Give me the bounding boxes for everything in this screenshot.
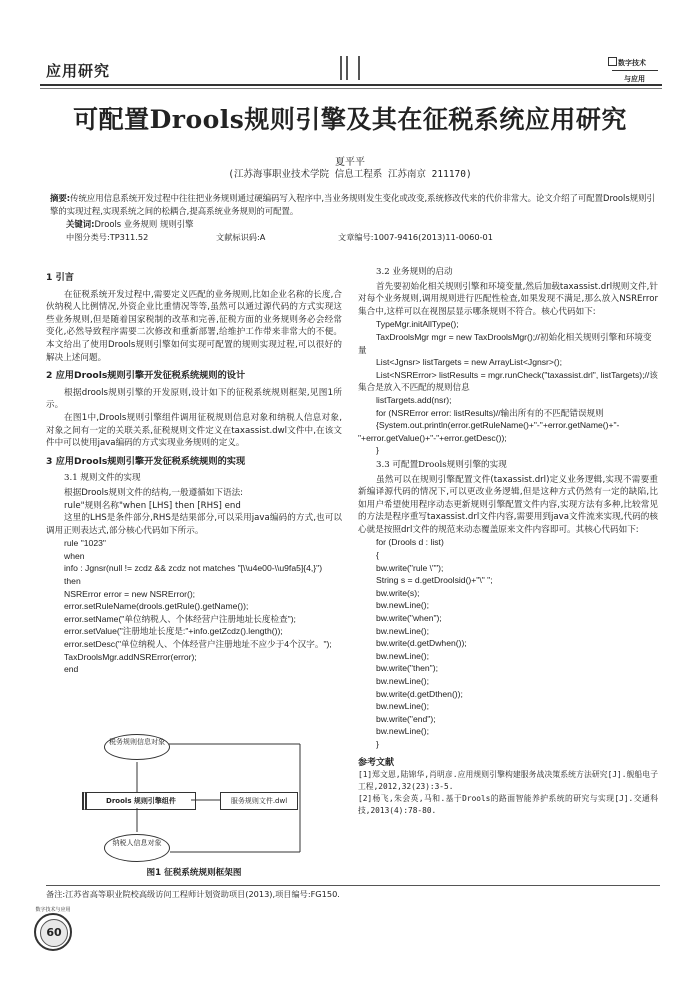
clc-number: 中图分类号:TP311.52: [66, 232, 149, 242]
code-line: end: [64, 664, 79, 675]
article-number: 文章编号:1007-9416(2013)11-0060-01: [338, 232, 493, 242]
badge-ring-text: 数字技术与应用: [35, 907, 71, 913]
code-line: TaxDroolsMgr.addNSRError(error);: [64, 651, 197, 662]
figure-caption: 图1 征税系统规则框架图: [146, 868, 242, 878]
code-line: bw.write(s);: [376, 587, 420, 598]
header-rule-thin: [40, 88, 662, 89]
paragraph: 根据drools规则引擎的开发原则,设计如下的征税系统规则框架,见图1所示。: [46, 387, 342, 411]
section-heading-1: 1 引言: [46, 272, 74, 283]
code-line: bw.newLine();: [376, 676, 430, 686]
keywords-label: 关键词:: [66, 219, 95, 229]
code-line: error.setValue("注册地址长度是:"+info.getZcdz().length());: [64, 626, 283, 637]
code-line: bw.newLine();: [376, 600, 430, 611]
code-line: bw.newLine();: [376, 650, 430, 661]
paragraph: 在征税系统开发过程中,需要定义匹配的业务规则,比如企业名称的长度,合伙纳税人比例情况,外资企业比重情况等等,虽然可以通过源代码的方式实现这些业务规则,但是随着国家税制的改革和完善,征税方面的业务规则务必会经常变化,必然导致程序需要二次修改和重新部署,给维护工作带来非常大的不便。本文给出了使用Drools规则引擎如何实现可配置的规则实现过程,可以很好的解决上述问题。: [46, 289, 342, 363]
header-bars-decoration: [340, 56, 362, 80]
section-heading-2: 2 应用Drools规则引擎开发征税系统规则的设计: [46, 370, 246, 382]
subsection-heading-3-1: 3.1 规则文件的实现: [64, 473, 141, 484]
code-line: listTargets.add(nsr);: [376, 394, 452, 405]
paragraph: 在图1中,Drools规则引擎组件调用征税规则信息对象和纳税人信息对象,对象之间有一定的关联关系,征税规则文件定义在taxassist.dwl文件中,在该文件中可以使用java编码的方式实现业务规则的定义。: [46, 412, 342, 449]
right-column: [358, 266, 658, 817]
drools-engine-component-node: Drools 规则引擎组件: [82, 792, 196, 810]
abstract-label: 摘要:: [50, 193, 71, 203]
left-column: [46, 266, 342, 676]
paragraph: 这里的LHS是条件部分,RHS是结果部分,可以采用java编码的方式,也可以调用正则表达式,部分核心代码如下所示。: [46, 513, 342, 536]
page-number-badge: [34, 907, 72, 951]
abstract-text: 传统应用信息系统开发过程中往往把业务规则通过硬编码写入程序中,当业务规则发生变化或改变,系统修改代来的代价非常大。论文介绍了可配置Drools规则引擎的实现过程,实现系统之间的松耦合,提高系统业务规则的可配置。: [50, 193, 655, 216]
paragraph: 虽然可以在规则引擎配置文件(taxassist.drl)定义业务逻辑,实现不需要重新编译源代码的情况下,可以更改业务逻辑,但是这种方式仍然有一定的缺陷,比如用户希望使用程序动态更新规则引擎配置文件内容,实现方法有多种,比较常见的方法是程序重写taxassist.drl文件内容,需要用到java文件流来实现,代码的核心就是按照drl文件的规范来动态覆盖原来文件内容即可。其核心代码如下:: [358, 474, 658, 535]
code-line: bw.write(d.getDwhen());: [376, 638, 467, 649]
keywords-text: Drools 业务规则 规则引擎: [94, 219, 194, 229]
code-line: TaxDroolsMgr mgr = new TaxDroolsMgr();//初始化相关规则引擎和环境变量: [358, 331, 652, 355]
document-code: 文献标识码:A: [216, 232, 266, 242]
code-line: }: [376, 445, 379, 456]
code-line: then: [64, 576, 81, 587]
code-line: bw.write("rule \"");: [376, 562, 444, 573]
taxpayer-object-node: 纳税人信息对象: [104, 834, 170, 862]
code-line: bw.write("end");: [376, 713, 436, 724]
reference-item: [2]杨飞,朱会英,马和.基于Drools的路面智能养护系统的研究与实现[J].交通科技,2013(4):78-80.: [358, 794, 658, 816]
logo-line2: 与应用: [624, 75, 645, 83]
code-line: TypeMgr.initAllType();: [376, 319, 459, 330]
tax-rule-object-node: 税务规则信息对象: [104, 734, 170, 760]
code-line: List<NSRError> listResults = mgr.runCheck("taxassist.drl", listTargets);//该集合是放入不匹配的规则信息: [358, 369, 658, 393]
journal-logo: [604, 56, 664, 86]
code-line: error.setName("单位纳税人、个体经营户注册地址长度检查");: [64, 613, 296, 624]
paragraph: rule"规则名称"when [LHS] then [RHS] end: [64, 500, 241, 511]
code-line: error.setDesc("单位纳税人、个体经营户注册地址不应少于4个汉字。");: [64, 639, 332, 650]
code-line: for (NSRError error: listResults)//输出所有的不匹配错误规则: [376, 407, 604, 418]
code-line: List<Jgnsr> listTargets = new ArrayList<Jgnsr>();: [376, 357, 563, 368]
code-line: bw.newLine();: [376, 726, 430, 737]
code-line: for (Drools d : list): [376, 537, 444, 548]
code-line: error.setRuleName(drools.getRule().getName());: [64, 601, 249, 612]
logo-line1: 数字技术: [618, 59, 646, 67]
code-line: NSRError error = new NSRError();: [64, 588, 196, 599]
code-line: bw.write(d.getDthen());: [376, 688, 463, 699]
author: 夏平平: [335, 157, 365, 168]
paragraph: 根据Drools规则文件的结构,一般遵循如下语法:: [64, 487, 244, 498]
code-line: bw.write("then");: [376, 663, 438, 674]
code-line: String s = d.getDroolsid()+"\" ";: [376, 575, 493, 586]
code-line: }: [376, 738, 379, 749]
code-line: bw.newLine();: [376, 625, 430, 636]
code-line: bw.newLine();: [376, 701, 430, 712]
header-rule: [40, 84, 662, 86]
affiliation: (江苏海事职业技术学院 信息工程系 江苏南京 211170): [228, 169, 472, 180]
code-line: bw.write("when");: [376, 613, 442, 624]
code-line: {: [376, 550, 379, 561]
code-line: {System.out.println(error.getRuleName()+"-"+error.getName()+"-"+error.getValue()+"-"+error.getDesc());: [358, 420, 620, 443]
figure-1-diagram: [80, 734, 310, 864]
paragraph: 首先要初始化相关规则引擎和环境变量,然后加载taxassist.drl规则文件,针对每个业务规则,调用规则进行匹配性检查,如果发现不满足,那么放入NSRError集合中,这样可以在视图层显示哪条规则不符合。核心代码如下:: [358, 281, 658, 317]
rule-file-node: 服务规则文件.dwl: [220, 792, 298, 810]
section-heading-3: 3 应用Drools规则引擎开发征税系统规则的实现: [46, 455, 246, 467]
reference-item: [1]郑文恩,陆锦华,肖明彦.应用规则引擎构建服务战决策系统方法研究[J].舰船电子工程,2012,32(23):3-5.: [358, 770, 658, 792]
keywords: [66, 218, 193, 230]
code-line: when: [64, 550, 85, 561]
code-line: info : Jgnsr(null != zcdz && zcdz not matches "[\\u4e00-\\u9fa5]{4,}"): [64, 563, 323, 574]
funding-footnote: 备注:江苏省高等职业院校高级访问工程师计划资助项目(2013),项目编号:FG150.: [46, 885, 660, 900]
subsection-heading-3-2: 3.2 业务规则的启动: [376, 267, 453, 277]
classification-line: [66, 232, 666, 243]
subsection-heading-3-3: 3.3 可配置Drools规则引擎的实现: [376, 459, 507, 470]
journal-section: 应用研究: [46, 62, 111, 80]
code-line: rule "1023": [64, 538, 106, 549]
abstract: [50, 192, 660, 218]
page-number: 60: [40, 919, 68, 947]
paper-title: 可配置Drools规则引擎及其在征税系统应用研究: [73, 105, 627, 134]
references-heading: 参考文献: [358, 757, 395, 768]
